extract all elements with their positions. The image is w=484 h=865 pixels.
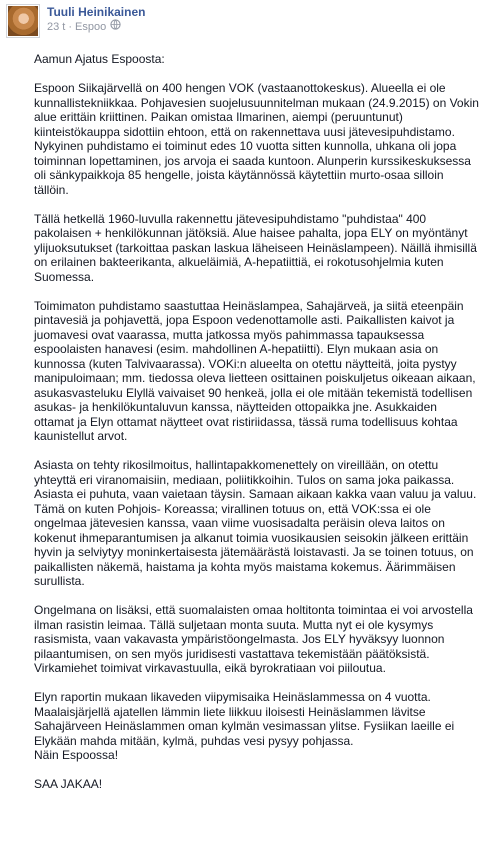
post-paragraph: Elyn raportin mukaan likaveden viipymisaika Heinäslammessa on 4 vuotta. Maalaisjärjellä ajatellen lämmin liete liikkuu iloisesti Heinäslammen lävitse Sahajärveen Heinäslammen oman kylmän vesimassan ylitse. Fysiikan laeille ei Elykään mahda mitään, kylmä, puhdas vesi pysyy pohjassa. Näin Espoossa!	[34, 690, 455, 762]
post-paragraph: SAA JAKAA!	[34, 777, 103, 791]
post-meta	[47, 5, 145, 35]
post-paragraph: Asiasta on tehty rikosilmoitus, hallintapakkomenettely on vireillään, on otettu yhteyttä eri viranomaisiin, mediaan, poliitikkoihin. Tulos on sama joka paikassa. Asiasta ei puhuta, vaan vaietaan täysin. Samaan aikaan kakka vaan valuu ja valuu. Tämä on kuten Pohjois- Koreassa; virallinen totuus on, että VOK:ssa ei ole ongelmaa jätevesien kanssa, vaan viime vuosisadalta peräisin oleva laitos on kokenut ihmeparantumisen ja alkanut toimia vuosikausien seisokin jälkeen erittäin hyvin ja selviytyy moninkertaisesta jätemäärästä loistavasti. Ja se toinen totuus, on paikallisten näkemä, haistama ja kohta myös maistama kokemus. Äärimmäisen surullista.	[34, 458, 477, 588]
separator-dot: ·	[68, 20, 73, 33]
globe-icon[interactable]	[110, 19, 121, 35]
post-paragraph: Ongelmana on lisäksi, että suomalaisten omaa holtitonta toimintaa ei voi arvostella ilman rasistin leimaa. Tällä suljetaan monta suuta. Mutta nyt ei ole kysymys rasismista, vaan vakavasta ympäristöongelmasta. Jos ELY hyväksyy luonnon pilaantumisen, on sen myös juridisesti vastattava tekemistään päätöksistä. Virkamiehet toimivat virkavastuulla, eikä byrokratiaan voi piiloutua.	[34, 603, 473, 675]
post-body	[34, 52, 480, 806]
location-link[interactable]: Espoo	[75, 20, 107, 33]
post-timestamp-link[interactable]: 23 t	[47, 20, 66, 33]
post-paragraph: Tällä hetkellä 1960-luvulla rakennettu jätevesipuhdistamo "puhdistaa" 400 pakolaisen + henkilökunnan jätöksiä. Alue haisee pahalta, jopa ELY on myöntänyt ylijuoksutukset (tarkoittaa paskan laskua läheiseen Heinäslampeen). Näillä ihmisillä on erilainen bakteerikanta, alkueläimiä, A-hepatiittiä, ei rokotusohjelmia kuten Suomessa.	[34, 211, 477, 284]
post-subline	[47, 19, 145, 35]
author-name-link[interactable]: Tuuli Heinikainen	[47, 5, 146, 19]
profile-photo	[8, 6, 38, 36]
post-paragraph: Aamun Ajatus Espoosta:	[34, 52, 165, 66]
post-header	[6, 4, 145, 40]
avatar[interactable]	[6, 4, 40, 38]
post-paragraph: Espoon Siikajärvellä on 400 hengen VOK (vastaanottokeskus). Alueella ei ole kunnallistekniikkaa. Pohjavesien suojelusuunnitelman mukaan (24.9.2015) on Vokin alue erittäin kriittinen. Paikan omistaa Ilmarinen, aiempi (peruuntunut) kiinteistökauppa sidottiin ehtoon, että on rakennettava uusi jätevesipuhdistamo. Nykyinen puhdistamo ei toiminut edes 10 vuotta sitten kunnolla, uhkana oli jopa toiminnan lopettaminen, jos arvoja ei saada kuntoon. Alunperin kurssikeskuksessa oli sänkypaikkoja 85 hengelle, joista käytännössä käytettiin murto-osaa silloin tällöin.	[34, 81, 479, 197]
post-paragraph: Toimimaton puhdistamo saastuttaa Heinäslampea, Sahajärveä, ja siitä eteenpäin pintavesiä ja pohjavettä, jopa Espoon vedenottamolle asti. Paikallisten kaivot ja juomavesi ovat vaarassa, mutta jatkossa myös pahimmassa tapauksessa espoolaisten hanavesi (esim. mahdollinen A-hepatiitti). Elyn mukaan asia on kunnossa (kuten Talvivaarassa). VOKi:n alueelta on otettu näytteitä, joita pystyy manipuloimaan; mm. tiedossa oleva lietteen osittainen poiskuljetus oikeaan aikaan, asukasvasteluku Elyllä vaivaiset 90 henkeä, jolla ei ole mitään tekemistä todellisen asukas- ja henkilökuntaluvun kanssa, näytteiden ottopaikka jne. Asukkaiden ottamat ja Elyn ottamat näytteet ovat ristiriidassa, tässä ruma todellisuus kohtaa kaunistellut arvot.	[34, 298, 476, 443]
